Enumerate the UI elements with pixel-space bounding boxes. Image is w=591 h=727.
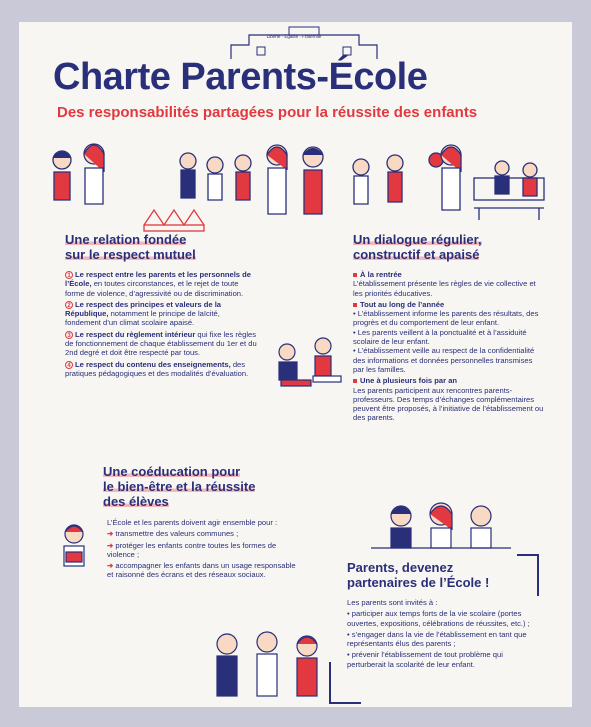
children-group-illustration: [34, 140, 559, 235]
section-coeducation-heading-line3: des élèves: [103, 494, 169, 509]
coeducation-item-1-text: transmettre des valeurs communes ;: [115, 529, 239, 539]
respect-item-3-text: qui fixe les règles de fonctionnement de chaque établissement du 1er et du 2nd degré et doit être respecté par tous.: [65, 329, 257, 358]
section-parents-body: [347, 598, 537, 671]
school-building-icon: [229, 25, 379, 59]
page-subtitle: Des responsabilités partagées pour la réussite des enfants: [57, 104, 478, 121]
respect-item-2-title: Le respect des principes et valeurs de la République,: [65, 299, 222, 319]
dialogue-block-1: [353, 270, 545, 298]
dialogue-block-2: [353, 300, 545, 374]
three-children-illustration: [207, 626, 327, 706]
section-dialogue-heading: [353, 232, 553, 262]
dialogue-block-3: [353, 376, 545, 422]
coeducation-item-2: [107, 541, 297, 560]
bullet-square: [353, 303, 357, 307]
child-with-book-illustration: [54, 522, 94, 572]
page-title: Charte Parents-École: [53, 56, 428, 98]
dialogue-block-3-text: Les parents participent aux rencontres parents-professeurs. Des temps d’échanges complémentaires peuvent être proposés, à l’initiative de l’établissement ou des parents.: [353, 385, 544, 423]
section-respect-heading-line2: sur le respect mutuel: [65, 247, 196, 262]
section-respect-heading: [65, 232, 265, 262]
respect-item-2-text: notamment le principe de laïcité, fondement d’un climat scolaire apaisé.: [65, 309, 220, 328]
number-badge-1: 1: [65, 271, 73, 279]
arrow-right-icon: ➔: [107, 529, 114, 539]
section-coeducation-body: [107, 518, 297, 582]
section-dialogue-heading-line1: Un dialogue régulier,: [353, 232, 482, 247]
kids-reading-illustration: [267, 322, 347, 402]
coeducation-item-2-text: protéger les enfants contre toutes les formes de violence ;: [107, 540, 277, 559]
bullet-square: [353, 379, 357, 383]
dialogue-block-2-line-1: • L’établissement informe les parents des résultats, des progrès et du comportement de leur enfant.: [353, 309, 539, 328]
section-dialogue-heading-line2: constructif et apaisé: [353, 247, 480, 262]
parents-intro: Les parents sont invités à :: [347, 598, 438, 607]
coeducation-intro: L’École et les parents doivent agir ensemble pour :: [107, 518, 278, 527]
respect-item-1-text: en toutes circonstances, et le rejet de toute forme de violence, d’agressivité ou de discrimination.: [65, 279, 244, 298]
dialogue-block-1-text: L’établissement présente les règles de vie collective et les priorités éducatives.: [353, 279, 536, 298]
number-badge-4: 4: [65, 361, 73, 369]
respect-item-3-title: Le respect du règlement intérieur: [75, 329, 196, 339]
dialogue-block-1-title: À la rentrée: [360, 270, 402, 279]
respect-item-2: [65, 300, 257, 328]
parents-item-2: • s’engager dans la vie de l’établissement en tant que représentants élus des parents ;: [347, 629, 527, 649]
dialogue-block-2-line-3: • L’établissement veille au respect de la confidentialité des informations et données personnelles transmises par les familles.: [353, 346, 535, 374]
section-dialogue-body: [353, 270, 545, 425]
section-parents-heading-line2: partenaires de l’École !: [347, 575, 490, 590]
arrow-right-icon: ➔: [107, 561, 114, 571]
arrow-right-icon: ➔: [107, 540, 114, 550]
number-badge-2: 2: [65, 301, 73, 309]
section-coeducation-heading-line1: Une coéducation pour: [103, 464, 241, 479]
dialogue-block-2-line-2: • Les parents veillent à la ponctualité et à l’assiduité scolaire de leur enfant.: [353, 327, 527, 347]
section-coeducation-heading: [103, 464, 303, 509]
bullet-square: [353, 273, 357, 277]
respect-item-1: [65, 270, 257, 298]
section-coeducation-heading-line2: le bien-être et la réussite: [103, 479, 256, 494]
dialogue-block-2-title: Tout au long de l’année: [360, 299, 445, 309]
parents-item-1: • participer aux temps forts de la vie scolaire (portes ouvertes, expositions, célébrations de réussites, etc.) ;: [347, 609, 530, 628]
respect-item-4: [65, 360, 257, 379]
republic-motto: Liberté · Égalité · Fraternité: [266, 34, 322, 39]
parents-meeting-illustration: [371, 500, 511, 558]
section-parents-heading: [347, 560, 547, 590]
section-respect-heading-line1: Une relation fondée: [65, 232, 187, 247]
respect-item-4-title: Le respect du contenu des enseignements,: [75, 359, 231, 369]
respect-item-1-title: Le respect entre les parents et les personnels de l’École,: [65, 270, 251, 289]
coeducation-item-1: [107, 529, 297, 538]
number-badge-3: 3: [65, 331, 73, 339]
respect-item-3: [65, 330, 257, 358]
coeducation-item-3-text: accompagner les enfants dans un usage responsable et raisonné des écrans et des réseaux sociaux.: [107, 561, 296, 580]
dialogue-block-3-title: Une à plusieurs fois par an: [360, 376, 458, 386]
coeducation-item-3: [107, 561, 297, 580]
charter-poster: [19, 22, 572, 707]
parents-item-3: • prévenir l’établissement de tout problème qui perturberait la scolarité de leur enfant.: [347, 650, 503, 669]
section-respect-body: [65, 270, 257, 380]
section-parents-heading-line1: Parents, devenez: [347, 560, 454, 575]
respect-item-4-text: des pratiques pédagogiques et des modalités d’évaluation.: [65, 359, 249, 378]
